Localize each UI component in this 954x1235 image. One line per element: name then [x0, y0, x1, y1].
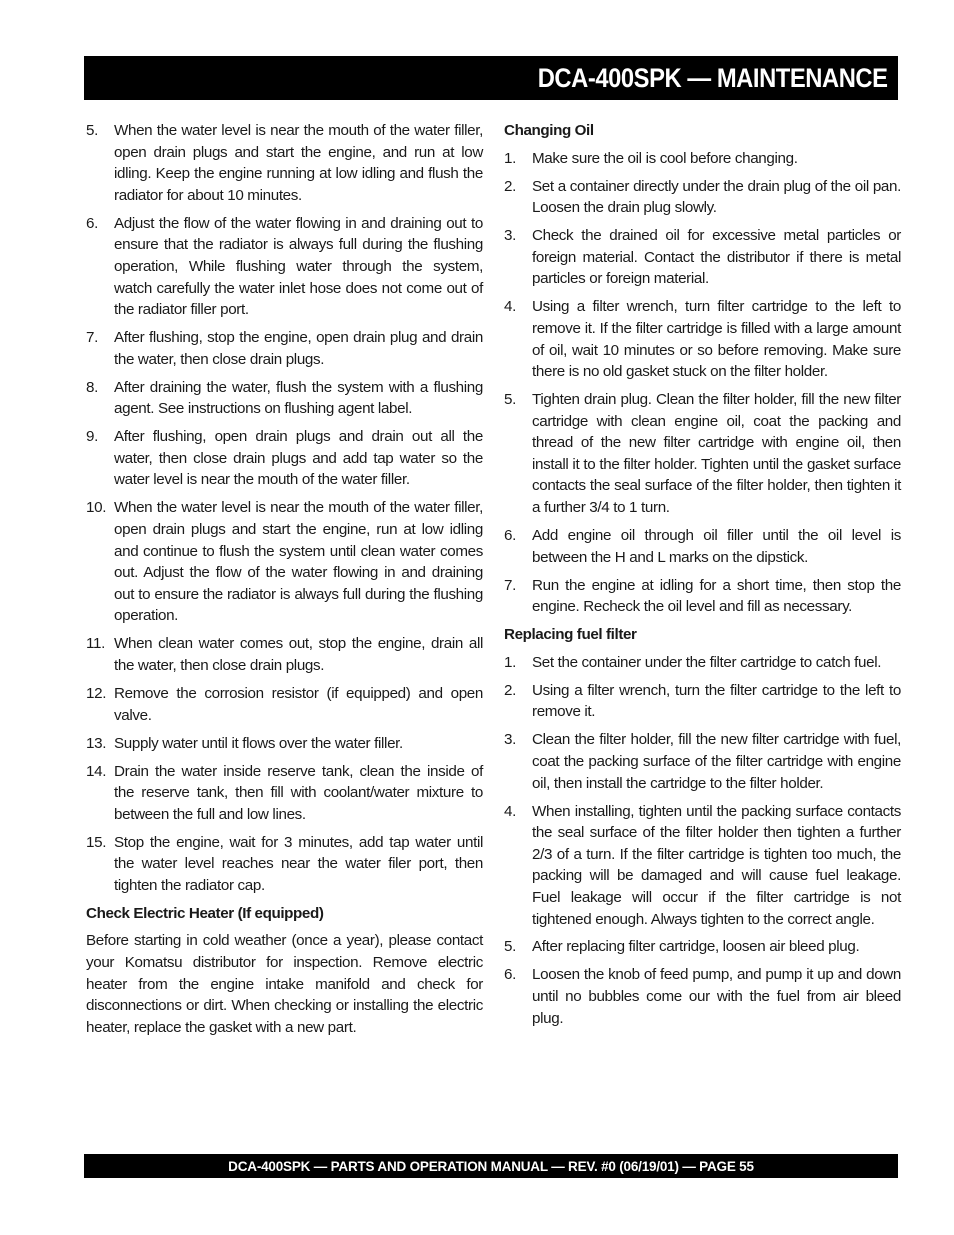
step-number: 14. — [86, 762, 107, 780]
step-number: 13. — [86, 734, 107, 752]
list-item — [86, 426, 483, 491]
step-number: 7. — [504, 576, 516, 594]
section-heading-changing-oil: Changing Oil — [504, 122, 594, 139]
step-number: 3. — [504, 731, 516, 749]
list-item — [504, 652, 901, 674]
step-number: 6. — [86, 214, 98, 232]
list-item — [504, 525, 901, 568]
list-item — [86, 120, 483, 206]
right-column — [504, 120, 901, 1036]
list-item — [504, 964, 901, 1029]
list-item — [86, 733, 483, 755]
step-text: Adjust the flow of the water flowing in and draining out to ensure that the radiator is always full during the flushing operation, While flushing water through the system, watch carefully the water inlet hose does not come out of the radiator filler port. — [114, 214, 483, 319]
step-text: After draining the water, flush the system with a flushing agent. See instructions on flushing agent label. — [114, 378, 483, 418]
list-item — [86, 832, 483, 897]
step-number: 6. — [504, 527, 516, 545]
step-number: 2. — [504, 681, 516, 699]
step-text: Using a filter wrench, turn filter cartridge to the left to remove it. If the filter cartridge is filled with a large amount of oil, wait 10 minutes or so before removing. Make sure there is no old gasket stuck on the filter holder. — [532, 298, 901, 381]
section-heading-electric-heater: Check Electric Heater (If equipped) — [86, 904, 324, 922]
step-number: 15. — [86, 833, 107, 851]
step-text: Add engine oil through oil filler until the oil level is between the H and L marks on the dipstick. — [532, 527, 901, 566]
list-item — [504, 296, 901, 382]
list-item — [86, 497, 483, 627]
list-item — [86, 377, 483, 420]
cooling-flush-steps — [86, 120, 483, 897]
page-footer-bar — [84, 1154, 898, 1178]
list-item — [504, 225, 901, 290]
list-item — [504, 148, 901, 170]
step-text: Supply water until it flows over the water filler. — [114, 734, 403, 752]
step-text: When installing, tighten until the packing surface contacts the seal surface of the filter holder then tighten a further 2/3 of a turn. If the filter cartridge is tighten too much, the packing will be damaged and will cause fuel leakage. Fuel leakage will occur if the filter cartridge is not tightened enough. Always tighten to the correct angle. — [532, 802, 901, 928]
list-item — [504, 801, 901, 931]
step-text: After replacing filter cartridge, loosen air bleed plug. — [532, 938, 860, 956]
left-column — [86, 120, 483, 1038]
step-text: After flushing, open drain plugs and drain out all the water, then close drain plugs and add tap water so the water level is near the mouth of the water filler. — [114, 428, 483, 489]
step-number: 4. — [504, 298, 516, 316]
step-number: 4. — [504, 802, 516, 820]
step-text: Loosen the knob of feed pump, and pump it up and down until no bubbles come our with the fuel from air bleed plug. — [532, 966, 901, 1027]
list-item — [86, 633, 483, 676]
step-text: When the water level is near the mouth of the water filler, open drain plugs and start the engine, run at low idling and continue to flush the system until clean water comes out. Adjust the flow of the water flowing in and draining out to ensure the radiator is always full during the flushing operation. — [114, 499, 483, 625]
step-text: Remove the corrosion resistor (if equipped) and open valve. — [114, 684, 483, 724]
step-text: Clean the filter holder, fill the new filter cartridge with fuel, coat the packing surface of the filter cartridge with engine oil, then install the cartridge to the filter holder. — [532, 731, 901, 792]
step-number: 11. — [86, 635, 105, 653]
step-number: 10. — [86, 499, 107, 517]
step-text: Tighten drain plug. Clean the filter holder, fill the new filter cartridge with clean engine oil, coat the packing and thread of the new filter cartridge with engine oil, then install it to the filter holder. Tighten until the gasket surface contacts the seal surface of the filter holder, then tighten it a further 3/4 to 1 turn. — [532, 391, 901, 517]
footer-text: DCA-400SPK — PARTS AND OPERATION MANUAL — REV. #0 (06/19/01) — PAGE 55 — [228, 1158, 754, 1174]
list-item — [504, 176, 901, 219]
step-number: 12. — [86, 684, 107, 702]
step-text: When clean water comes out, stop the engine, drain all the water, then close drain plugs. — [114, 635, 483, 674]
step-text: Set a container directly under the drain plug of the oil pan. Loosen the drain plug slowly. — [532, 177, 901, 217]
step-number: 5. — [504, 938, 516, 956]
step-number: 1. — [504, 653, 516, 671]
electric-heater-paragraph: Before starting in cold weather (once a year), please contact your Komatsu distributor for inspection. Remove electric heater from the engine intake manifold and check for disconnections or dirt. When checking or installing the electric heater, replace the gasket with a new part. — [86, 932, 483, 1036]
list-item — [504, 389, 901, 519]
step-number: 8. — [86, 378, 98, 396]
list-item — [504, 575, 901, 618]
step-text: Drain the water inside reserve tank, clean the inside of the reserve tank, then fill with coolant/water mixture to between the full and low lines. — [114, 762, 483, 823]
step-number: 5. — [504, 391, 516, 409]
step-number: 7. — [86, 329, 98, 347]
list-item — [504, 680, 901, 723]
step-text: Check the drained oil for excessive metal particles or foreign material. Contact the distributor if there is metal particles or foreign material. — [532, 227, 901, 288]
list-item — [504, 936, 901, 958]
page-title: DCA-400SPK — MAINTENANCE — [538, 62, 888, 93]
list-item — [86, 327, 483, 370]
list-item — [86, 761, 483, 826]
step-number: 6. — [504, 966, 516, 984]
list-item — [504, 729, 901, 794]
step-text: Run the engine at idling for a short time, then stop the engine. Recheck the oil level and fill as necessary. — [532, 576, 901, 616]
step-number: 1. — [504, 149, 516, 167]
step-number: 2. — [504, 177, 516, 195]
fuel-filter-steps — [504, 652, 901, 1029]
changing-oil-steps — [504, 148, 901, 618]
section-heading-fuel-filter: Replacing fuel filter — [504, 626, 637, 644]
page-header-bar — [84, 56, 898, 100]
step-text: Using a filter wrench, turn the filter cartridge to the left to remove it. — [532, 681, 901, 721]
step-number: 5. — [86, 122, 98, 139]
step-text: Make sure the oil is cool before changing. — [532, 149, 798, 167]
step-number: 9. — [86, 428, 98, 446]
step-text: Set the container under the filter cartridge to catch fuel. — [532, 653, 882, 671]
list-item — [86, 683, 483, 726]
step-text: Stop the engine, wait for 3 minutes, add tap water until the water level reaches near the water filer port, then tighten the radiator cap. — [114, 833, 483, 894]
step-text: After flushing, stop the engine, open drain plug and drain the water, then close drain plugs. — [114, 329, 483, 368]
step-text: When the water level is near the mouth of the water filler, open drain plugs and start the engine, and run at low idling. Keep the engine running at low idling and flush the radiator for about 10 minutes. — [114, 122, 483, 204]
step-number: 3. — [504, 227, 516, 245]
list-item — [86, 213, 483, 321]
